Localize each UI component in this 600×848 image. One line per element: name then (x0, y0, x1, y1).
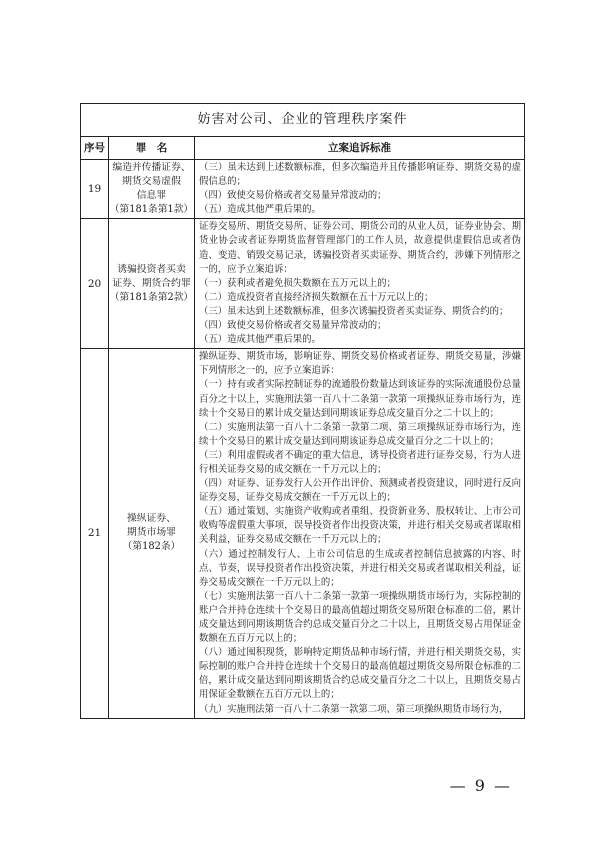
header-crime: 罪 名 (109, 137, 195, 159)
standard-clause: （三）虽未达到上述数额标准，但多次诱骗投资者买卖证券、期货合约的； (199, 305, 509, 317)
standard-clause: （五）造成其他严重后果的。 (199, 204, 321, 216)
standard-clause: （二）实施刑法第一百八十二条第一款第二项、第三项操纵证券市场行为，连续十个交易日的累计成交量达到同期该证券总成交量百分之二十以上的； (199, 421, 521, 447)
standard-clause: （六）通过控制发行人、上市公司信息的生成或者控制信息披露的内容、时点、节奏，误导投资者作出投资决策，并进行相关交易或者谋取相关利益，证券交易成交额在一千万元以上的； (199, 548, 521, 588)
crime-line: 证券、期货合约罪 (112, 277, 191, 289)
row-standard (195, 219, 524, 348)
standard-clause: （七）实施刑法第一百八十二条第一款第一项操纵期货市场行为，实际控制的账户合并持仓连续十个交易日的最高值超过期货交易所限仓标准的二倍，累计成交量达到同期该期货合约总成交量百分之二十以上，且期货交易占用保证金数额在五百万元以上的； (199, 590, 521, 645)
standard-clause: 证券交易所、期货交易所、证券公司、期货公司的从业人员，证券业协会、期货业协会或者证券期货监督管理部门的工作人员，故意提供虚假信息或者伪造、变造、销毁交易记录，诱骗投资者买卖证券、期货合约，涉嫌下列情形之一的，应予立案追诉： (199, 221, 521, 275)
crime-line: （第181条第2款） (109, 291, 194, 303)
standard-clause: （五）造成其他严重后果的。 (199, 334, 321, 346)
crime-line: 期货市场罪 (127, 527, 176, 539)
standard-clause: （一）持有或者实际控制证券的流通股份数量达到该证券的实际流通股份总量百分之十以上，实施刑法第一百八十二条第一款第一项操纵证券市场行为，连续十个交易日的累计成交量达到同期该证券总成交量百分之二十以上的； (199, 379, 521, 419)
row-crime (109, 160, 195, 218)
table-row (81, 160, 524, 219)
table-title: 妨害对公司、企业的管理秩序案件 (81, 104, 524, 137)
page-number: — 9 — (449, 776, 512, 795)
standard-clause: （八）通过囤积现货，影响特定期货品种市场行情，并进行相关期货交易，实际控制的账户合并持仓连续十个交易日的最高值超过期货交易所限仓标准的二倍，累计成交量达到同期该期货合约总成交量百分之二十以上，且期货交易占用保证金数额在五百万元以上的； (199, 647, 521, 701)
crime-line: （第181条第1款） (109, 204, 194, 216)
case-table (80, 103, 525, 719)
crime-line: 期货交易虚假 (122, 176, 181, 188)
standard-clause: （四）对证券、证券发行人公开作出评价、预测或者投资建议，同时进行反向证券交易，证券交易成交额在一千万元以上的； (199, 478, 521, 504)
header-standard: 立案追诉标准 (328, 142, 391, 154)
crime-line: 诱骗投资者买卖 (117, 263, 186, 275)
row-seq: 21 (81, 349, 109, 717)
table-header (81, 137, 524, 160)
header-seq: 序号 (81, 137, 109, 159)
standard-clause: （四）致使交易价格或者交易量异常波动的； (199, 190, 387, 202)
table-row (81, 349, 524, 717)
row-crime (109, 349, 195, 717)
standard-clause: （九）实施刑法第一百八十二条第一款第二项、第三项操纵期货市场行为， (199, 703, 509, 715)
row-seq: 19 (81, 160, 109, 218)
row-standard (195, 349, 524, 717)
standard-clause: （一）获利或者避免损失数额在五万元以上的； (199, 277, 396, 289)
crime-line: 编造并传播证券、 (112, 162, 191, 174)
crime-line: （第182条） (122, 541, 181, 553)
standard-clause: 操纵证券、期货市场，影响证券、期货交易价格或者证券、期货交易量，涉嫌下列情形之一的，应予立案追诉： (199, 351, 521, 377)
standard-clause: （四）致使交易价格或者交易量异常波动的； (199, 320, 387, 332)
row-standard (195, 160, 524, 218)
standard-clause: （三）利用虚假或者不确定的重大信息，诱导投资者进行证券交易，行为人进行相关证券交易的成交额在一千万元以上的； (199, 449, 521, 475)
standard-clause: （五）通过策划、实施资产收购或者重组、投资新业务、股权转让、上市公司收购等虚假重大事项，误导投资者作出投资决策，并进行相关交易或者谋取相关利益，证券交易成交额在一千万元以上的； (199, 506, 521, 546)
table-body (81, 160, 524, 718)
standard-clause: （三）虽未达到上述数额标准，但多次编造并且传播影响证券、期货交易的虚假信息的； (199, 162, 521, 188)
standard-clause: （二）造成投资者直接经济损失数额在五十万元以上的； (199, 291, 434, 303)
row-seq: 20 (81, 219, 109, 348)
row-crime (109, 219, 195, 348)
crime-line: 信息罪 (136, 190, 167, 202)
table-row (81, 219, 524, 349)
crime-line: 操纵证券、 (127, 513, 176, 525)
